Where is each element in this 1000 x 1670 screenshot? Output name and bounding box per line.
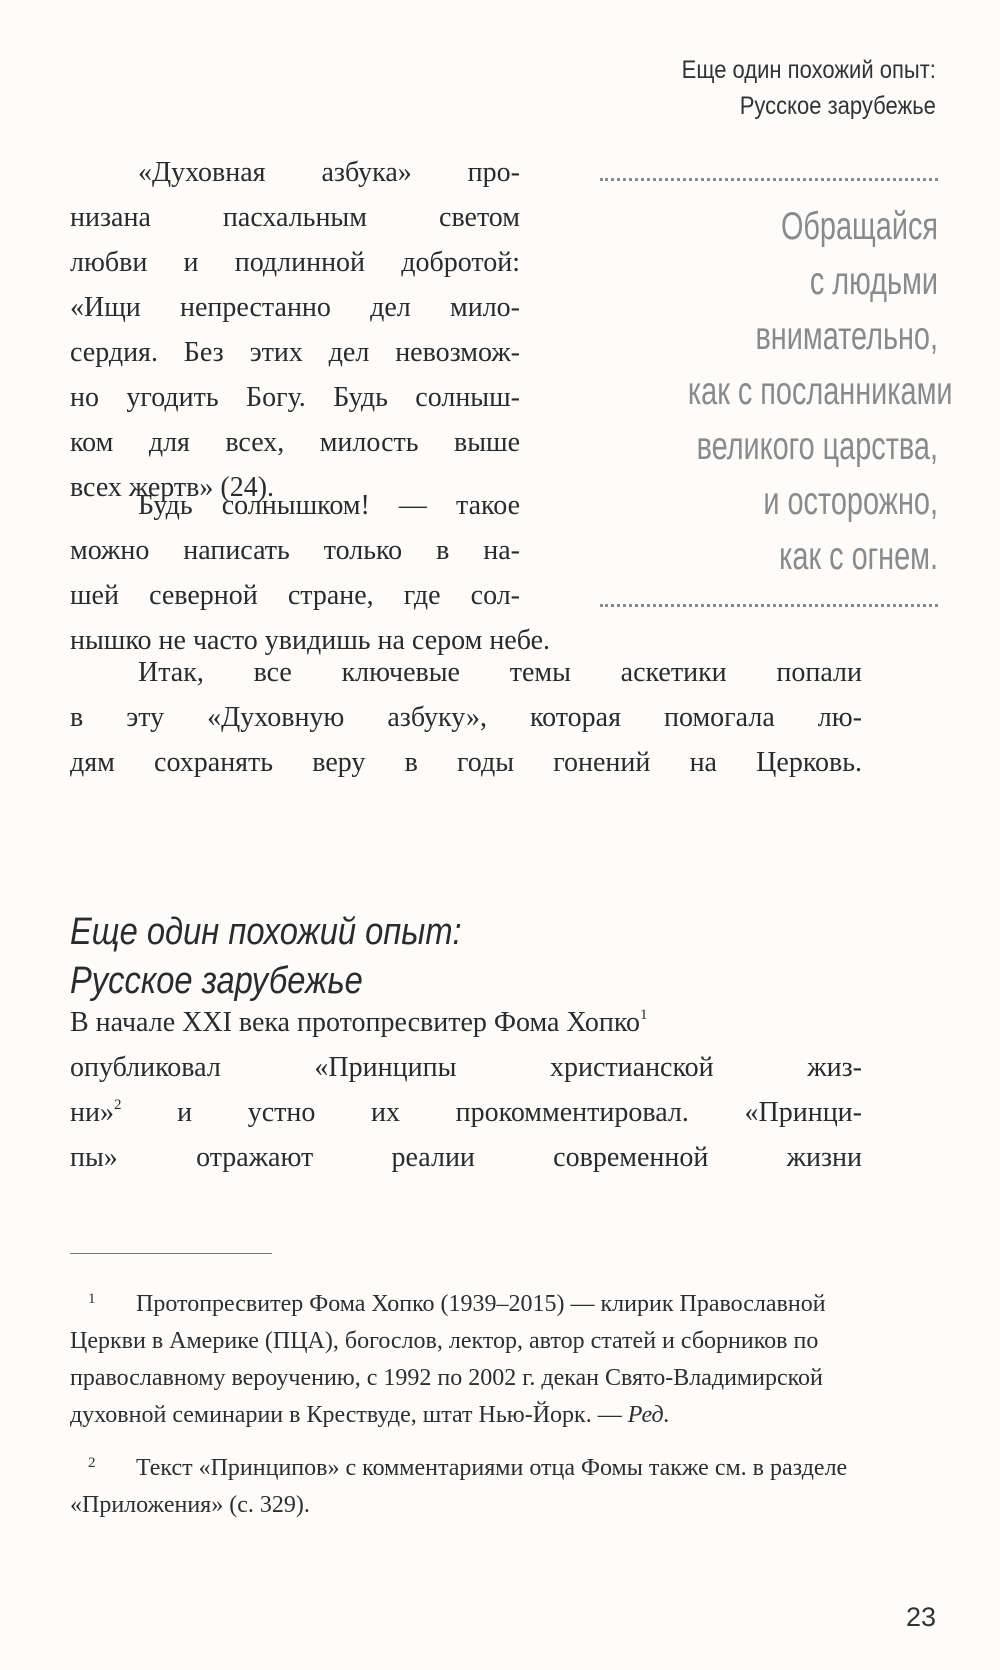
pull-quote-top-rule [600, 178, 938, 181]
page-number: 23 [905, 1602, 936, 1632]
text-line: всех жертв» (24). [70, 472, 275, 503]
text-line: в эту «Духовную азбуку», которая помогала лю- [70, 702, 862, 733]
section-heading-line-2: Русское зарубежье [70, 960, 363, 1002]
pull-quote-line: как с посланниками [687, 370, 953, 413]
pull-quote-line: с людьми [809, 260, 938, 303]
text-line: «Духовная азбука» про- [138, 157, 520, 188]
section-heading-line-1: Еще один похожий опыт: [70, 911, 462, 953]
text-line: нышко не часто увидишь на сером небе. [70, 625, 551, 656]
paragraph-1 [70, 150, 520, 510]
text-line: дям сохранять веру в годы гонений на Церковь. [70, 747, 862, 778]
footnote-editor-mark: Ред. [627, 1402, 670, 1428]
paragraph-4 [70, 1000, 862, 1180]
pull-quote-line: великого царства, [696, 425, 938, 468]
running-head [682, 52, 936, 124]
pull-quote-line: как с огнем. [779, 535, 938, 578]
footnote-text: Текст «Принципов» с комментариями отца Фомы также см. в разделе «Приложения» (с. 329). [70, 1455, 848, 1518]
pull-quote-text [600, 199, 953, 584]
pull-quote [600, 178, 953, 607]
pull-quote-line: внимательно, [755, 315, 938, 358]
text-line [70, 1000, 862, 1045]
text-line: пы» отражают реалии современной жизни [70, 1142, 862, 1173]
footnote-ref: 1 [640, 1007, 648, 1023]
pull-quote-bottom-rule [600, 604, 938, 607]
text-line: сердия. Без этих дел невозмож- [70, 337, 520, 368]
text-line: «Ищи непрестанно дел мило- [70, 292, 520, 323]
text-span: В начале XXI века протопресвитер Фома Хопко [70, 1007, 641, 1038]
footnotes [70, 1281, 862, 1524]
footnote-ref: 2 [113, 1097, 122, 1113]
text-span: и устно их прокомментировал. «Принци- [121, 1097, 862, 1128]
text-line: можно написать только в на- [70, 535, 520, 566]
footnote-number: 2 [88, 1455, 96, 1471]
running-head-line-2: Русское зарубежье [739, 92, 936, 120]
text-line: низана пасхальным светом [70, 202, 520, 233]
text-line: ком для всех, милость выше [70, 427, 520, 458]
text-line: Итак, все ключевые темы аскетики попали [138, 657, 862, 688]
text-line [70, 1090, 862, 1135]
paragraph-2 [70, 483, 551, 663]
footnote-separator [70, 1253, 272, 1254]
text-line: опубликовал «Принципы христианской жиз- [70, 1052, 862, 1083]
section-heading [70, 908, 525, 1006]
pull-quote-line: Обращайся [780, 205, 938, 248]
footnote-1 [70, 1281, 862, 1434]
running-head-line-1: Еще один похожий опыт: [681, 56, 936, 84]
text-span: ни» [70, 1097, 114, 1128]
footnote-text: Протопресвитер Фома Хопко (1939–2015) — клирик Православной Церкви в Америке (ПЦА), богослов, лектор, автор статей и сборников по православному вероучению, с 1992 по 2002 г. декан Свято-Владимирской духовной семинарии в Крествуде, штат Нью-Йорк. — [70, 1291, 826, 1428]
paragraph-3 [70, 650, 862, 785]
footnote-2 [70, 1445, 862, 1524]
text-line: любви и подлинной добротой: [70, 247, 520, 278]
text-line: Будь солнышком! — такое [138, 490, 520, 521]
text-line: шей северной стране, где сол- [70, 580, 520, 611]
footnote-number: 1 [88, 1291, 96, 1307]
text-line: но угодить Богу. Будь солныш- [70, 382, 520, 413]
pull-quote-line: и осторожно, [763, 480, 938, 523]
